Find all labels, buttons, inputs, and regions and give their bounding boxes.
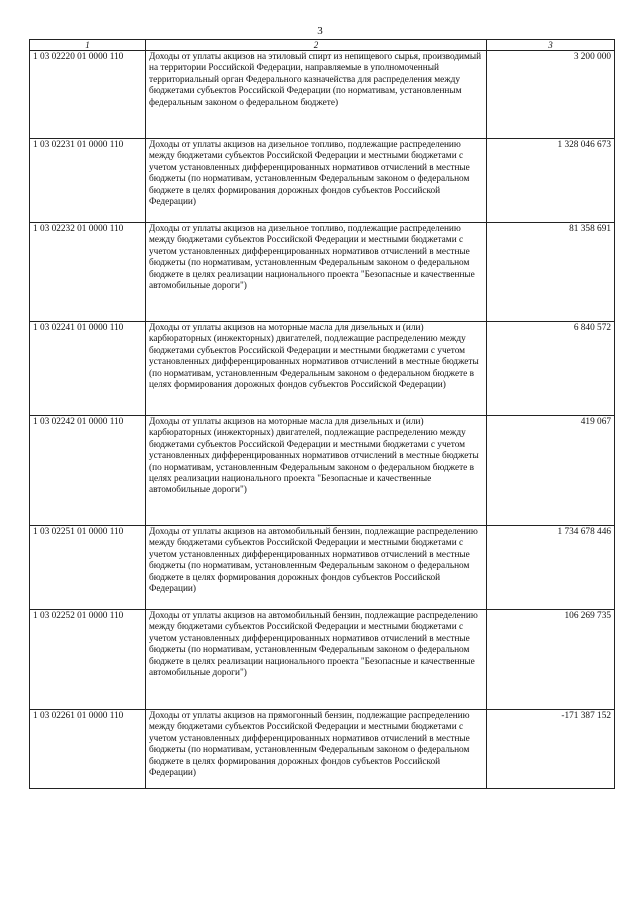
row-code: 1 03 02251 01 0000 110: [30, 526, 146, 610]
row-amount: 81 358 691: [487, 223, 615, 322]
row-code: 1 03 02241 01 0000 110: [30, 322, 146, 416]
row-amount: 419 067: [487, 416, 615, 526]
row-description: Доходы от уплаты акцизов на прямогонный бензин, подлежащие распределению между бюджетами субъектов Российской Федерации и местными бюджетами с учетом установленных дифференцированных нормативов отчислений в местные бюджеты (по нормативам, установленным Федеральным законом о федеральном бюджете в целях формирования дорожных фондов субъектов Российской Федерации): [146, 710, 487, 789]
row-description: Доходы от уплаты акцизов на моторные масла для дизельных и (или) карбюраторных (инжекторных) двигателей, подлежащие распределению между бюджетами субъектов Российской Федерации и местными бюджетами с учетом установленных дифференцированных нормативов отчислений в местные бюджеты (по нормативам, установленным Федеральным законом о федеральном бюджете в целях реализации национального проекта "Безопасные и качественные автомобильные дороги"): [146, 416, 487, 526]
row-amount: -171 387 152: [487, 710, 615, 789]
table-row: [30, 526, 615, 610]
revenue-table: [29, 39, 615, 789]
table-row: [30, 223, 615, 322]
row-description: Доходы от уплаты акцизов на дизельное топливо, подлежащие распределению между бюджетами субъектов Российской Федерации и местными бюджетами с учетом установленных дифференцированных нормативов отчислений в местные бюджеты (по нормативам, установленным Федеральным законом о федеральном бюджете в целях реализации национального проекта "Безопасные и качественные автомобильные дороги"): [146, 223, 487, 322]
page-number: 3: [317, 25, 323, 37]
row-code: 1 03 02242 01 0000 110: [30, 416, 146, 526]
row-code: 1 03 02231 01 0000 110: [30, 139, 146, 223]
table-row: [30, 51, 615, 139]
row-description: Доходы от уплаты акцизов на этиловый спирт из непищевого сырья, производимый на территории Российской Федерации, направляемые в уполномоченный территориальный орган Федерального казначейства для распределения между бюджетами субъектов Российской Федерации (по нормативам, установленным федеральным законом о федеральном бюджете): [146, 51, 487, 139]
row-description: Доходы от уплаты акцизов на автомобильный бензин, подлежащие распределению между бюджетами субъектов Российской Федерации и местными бюджетами с учетом установленных дифференцированных нормативов отчислений в местные бюджеты (по нормативам, установленным Федеральным законом о федеральном бюджете в целях формирования дорожных фондов субъектов Российской Федерации): [146, 526, 487, 610]
table-row: [30, 139, 615, 223]
table-row: [30, 710, 615, 789]
row-description: Доходы от уплаты акцизов на моторные масла для дизельных и (или) карбюраторных (инжекторных) двигателей, подлежащие распределению между бюджетами субъектов Российской Федерации и местными бюджетами с учетом установленных дифференцированных нормативов отчислений в местные бюджеты (по нормативам, установленным Федеральным законом о федеральном бюджете в целях формирования дорожных фондов субъектов Российской Федерации): [146, 322, 487, 416]
column-header-amount: 3: [487, 40, 615, 51]
row-amount: 1 734 678 446: [487, 526, 615, 610]
column-header-code: 1: [30, 40, 146, 51]
table-row: [30, 322, 615, 416]
row-code: 1 03 02252 01 0000 110: [30, 610, 146, 710]
row-code: 1 03 02232 01 0000 110: [30, 223, 146, 322]
table-row: [30, 416, 615, 526]
row-description: Доходы от уплаты акцизов на дизельное топливо, подлежащие распределению между бюджетами субъектов Российской Федерации и местными бюджетами с учетом установленных дифференцированных нормативов отчислений в местные бюджеты (по нормативам, установленным Федеральным законом о федеральном бюджете в целях формирования дорожных фондов субъектов Российской Федерации): [146, 139, 487, 223]
column-header-description: 2: [146, 40, 487, 51]
row-amount: 6 840 572: [487, 322, 615, 416]
row-code: 1 03 02220 01 0000 110: [30, 51, 146, 139]
row-amount: 106 269 735: [487, 610, 615, 710]
row-description: Доходы от уплаты акцизов на автомобильный бензин, подлежащие распределению между бюджетами субъектов Российской Федерации и местными бюджетами с учетом установленных дифференцированных нормативов отчислений в местные бюджеты (по нормативам, установленным Федеральным законом о федеральном бюджете в целях реализации национального проекта "Безопасные и качественные автомобильные дороги"): [146, 610, 487, 710]
row-amount: 3 200 000: [487, 51, 615, 139]
table-row: [30, 610, 615, 710]
table-header-row: [30, 40, 615, 51]
row-code: 1 03 02261 01 0000 110: [30, 710, 146, 789]
row-amount: 1 328 046 673: [487, 139, 615, 223]
